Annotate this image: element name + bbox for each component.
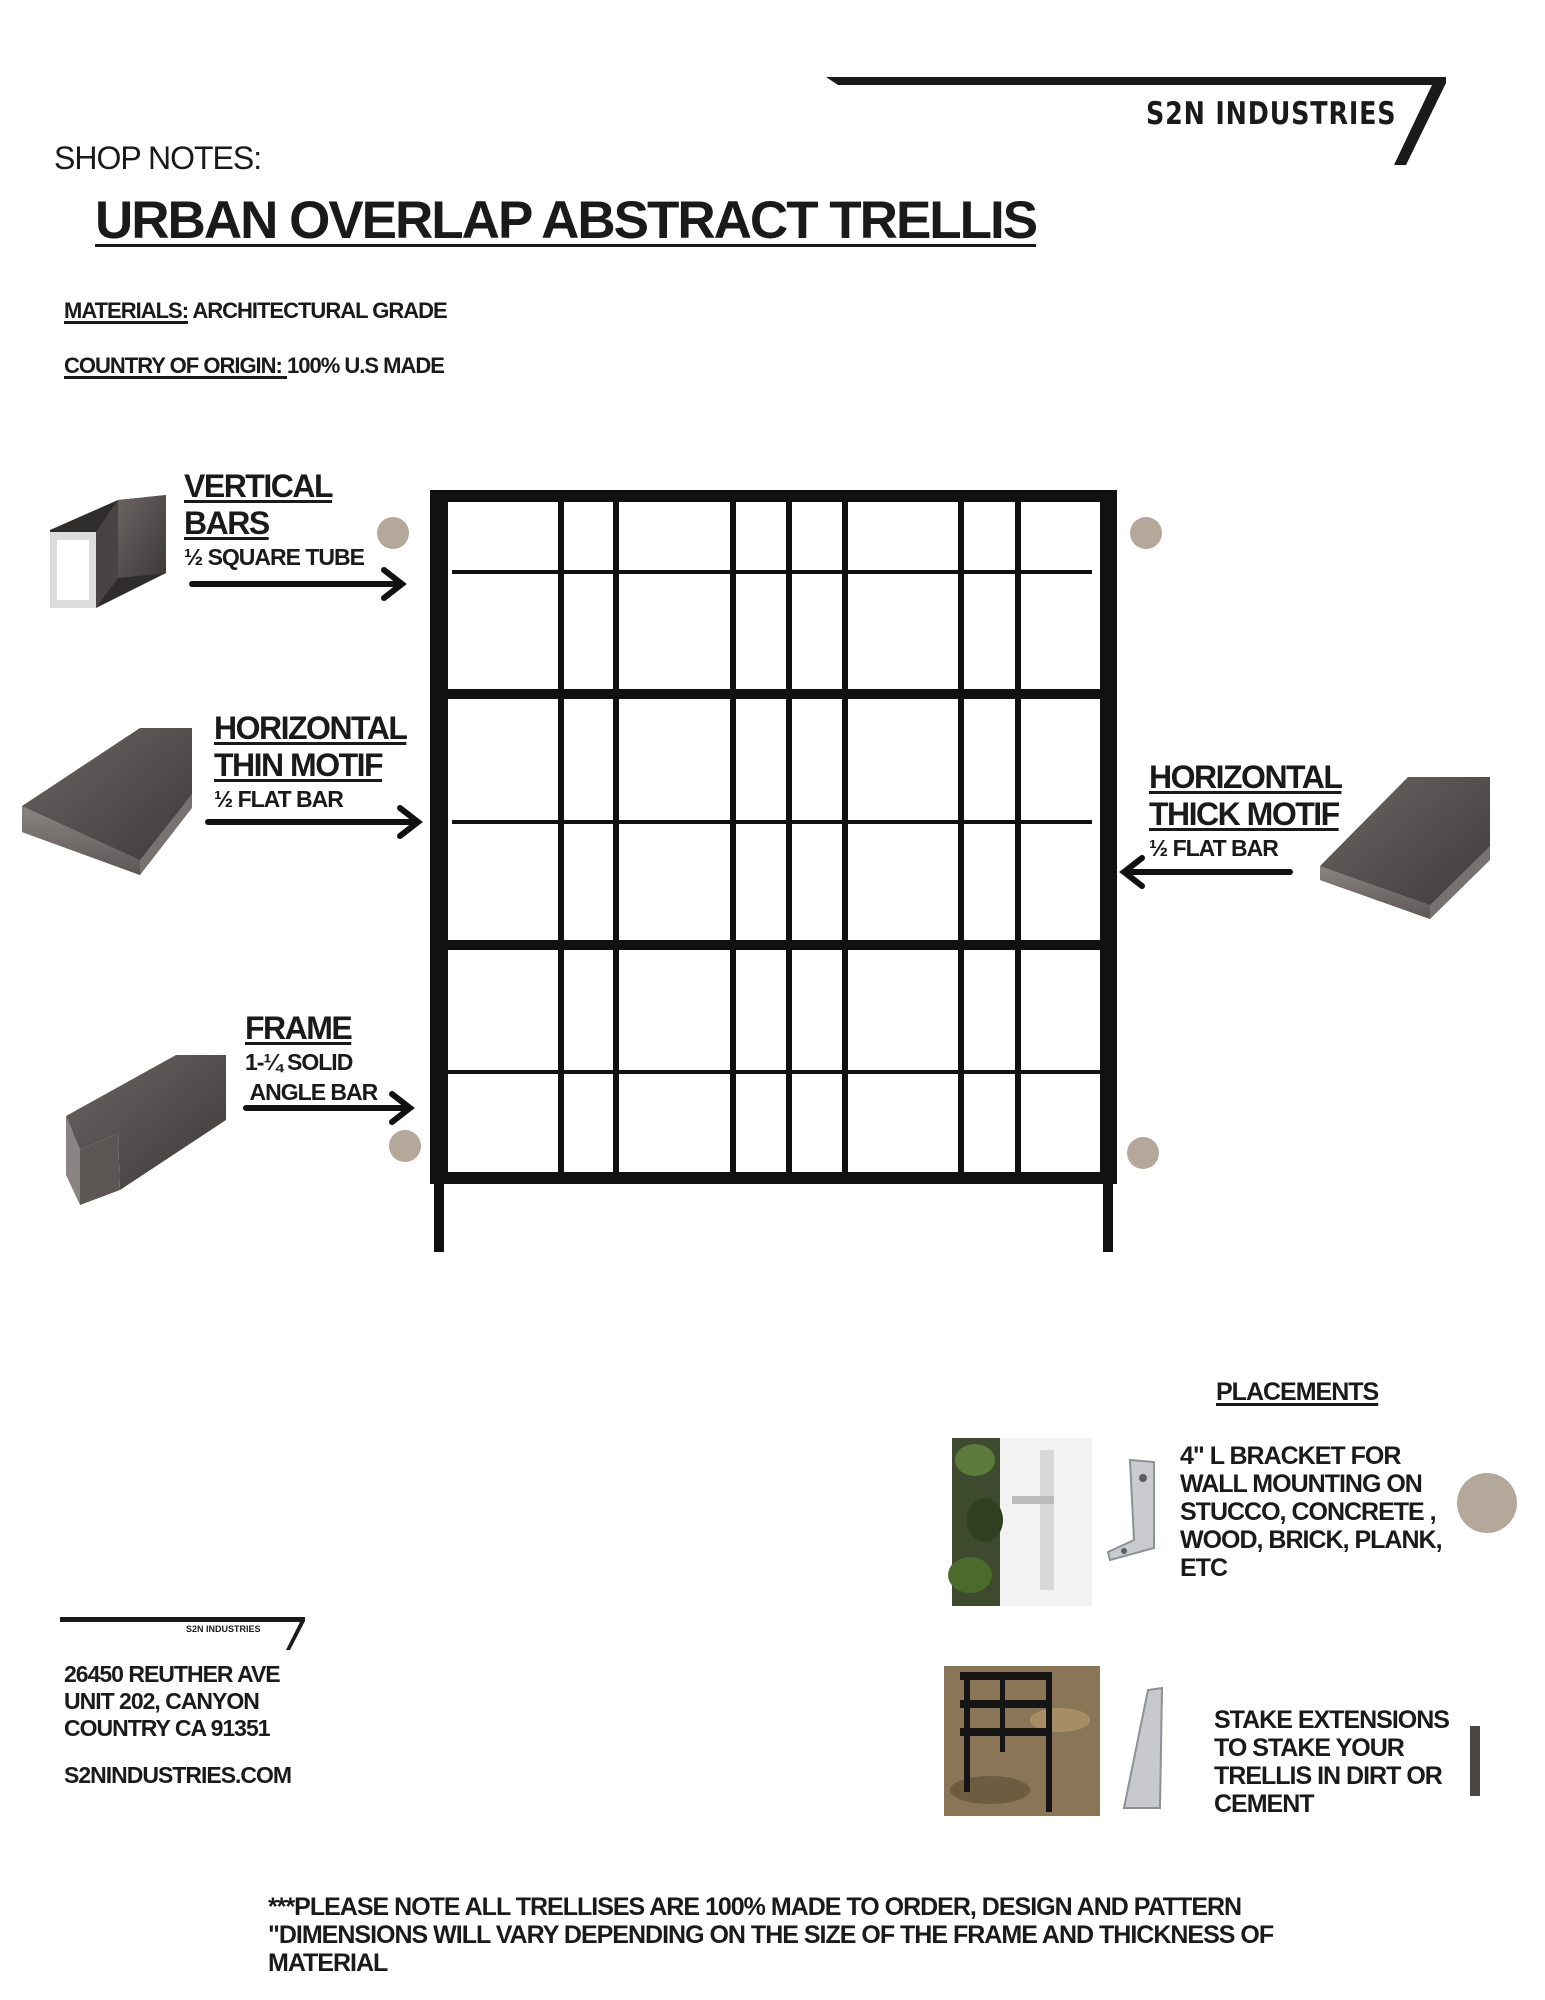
page-title: URBAN OVERLAP ABSTRACT TRELLIS <box>95 191 1037 250</box>
flat-bar-image-thick <box>1320 777 1490 919</box>
bracket-description <box>1180 1442 1442 1582</box>
thick-motif-spec: ½ FLAT BAR <box>1149 835 1278 861</box>
address-line: 26450 REUTHER AVE <box>64 1661 280 1687</box>
address-line: UNIT 202, CANYON <box>64 1688 259 1714</box>
stake-photo <box>944 1666 1100 1816</box>
thin-motif-title-1: HORIZONTAL <box>214 710 407 746</box>
thin-motif-spec: ½ FLAT BAR <box>214 786 343 812</box>
brand-name: S2N INDUSTRIES <box>1146 96 1397 132</box>
stake-line: CEMENT <box>1214 1790 1314 1818</box>
footer-line: ***PLEASE NOTE ALL TRELLISES ARE 100% MADE TO ORDER, DESIGN AND PATTERN <box>268 1893 1242 1921</box>
footer-line: MATERIAL <box>268 1949 388 1977</box>
bracket-photo <box>948 1438 1092 1606</box>
mounting-dot <box>1457 1473 1517 1533</box>
origin-value: 100% U.S MADE <box>287 353 444 378</box>
address-line: COUNTRY CA 91351 <box>64 1715 270 1741</box>
stake-image <box>1124 1688 1162 1808</box>
bracket-line: ETC <box>1180 1554 1227 1582</box>
thick-motif-title-2: THICK MOTIF <box>1149 796 1339 832</box>
trellis-horizontal-thick-bars <box>448 689 1100 950</box>
frame-label <box>245 1010 377 1107</box>
bracket-line: WOOD, BRICK, PLANK, <box>1180 1526 1442 1554</box>
vertical-bars-spec: ½ SQUARE TUBE <box>184 544 364 570</box>
bracket-line: STUCCO, CONCRETE , <box>1180 1498 1436 1526</box>
frame-spec-1: 1-¼ SOLID <box>245 1049 353 1075</box>
trellis-horizontal-thin-bars <box>448 570 1100 1074</box>
stake-description <box>1214 1706 1449 1818</box>
mounting-dot <box>1127 1137 1159 1169</box>
bracket-line: 4" L BRACKET FOR <box>1180 1442 1401 1470</box>
thick-motif-title-1: HORIZONTAL <box>1149 759 1342 795</box>
mounting-dot <box>377 517 409 549</box>
trellis-frame <box>430 490 1117 1252</box>
vertical-bars-label <box>184 468 364 572</box>
bracket-line: WALL MOUNTING ON <box>1180 1470 1422 1498</box>
frame-title: FRAME <box>245 1010 352 1046</box>
angle-bar-image <box>66 1055 226 1205</box>
materials-label: MATERIALS: <box>64 298 189 323</box>
frame-spec-2: ANGLE BAR <box>245 1079 378 1105</box>
address <box>64 1661 280 1742</box>
mounting-dot <box>389 1130 421 1162</box>
website-link[interactable]: S2NINDUSTRIES.COM <box>64 1762 292 1788</box>
vertical-bars-title-1: VERTICAL <box>184 468 332 504</box>
flat-bar-image <box>22 728 192 875</box>
origin-label: COUNTRY OF ORIGIN: <box>64 353 287 378</box>
thick-motif-label <box>1149 759 1341 863</box>
square-tube-image <box>50 495 166 608</box>
thin-motif-label <box>214 710 406 814</box>
arrow-right-icon <box>192 570 402 598</box>
small-brand-bar <box>60 1617 305 1650</box>
vertical-bars-title-2: BARS <box>184 505 269 541</box>
thin-motif-title-2: THIN MOTIF <box>214 747 383 783</box>
stake-line: TRELLIS IN DIRT OR <box>1214 1762 1442 1790</box>
shop-notes-heading: SHOP NOTES: <box>54 140 262 176</box>
stake-indicator-bar <box>1470 1726 1480 1796</box>
stake-line: TO STAKE YOUR <box>1214 1734 1404 1762</box>
small-brand-name: S2N INDUSTRIES <box>186 1624 261 1634</box>
mounting-dot <box>1130 517 1162 549</box>
stake-line: STAKE EXTENSIONS <box>1214 1706 1449 1734</box>
placements-title: PLACEMENTS <box>1216 1378 1379 1406</box>
l-bracket-image <box>1108 1460 1154 1560</box>
footer-note <box>268 1893 1368 1977</box>
materials-value: ARCHITECTURAL GRADE <box>188 298 447 323</box>
footer-line: "DIMENSIONS WILL VARY DEPENDING ON THE SIZE OF THE FRAME AND THICKNESS OF <box>268 1921 1274 1949</box>
